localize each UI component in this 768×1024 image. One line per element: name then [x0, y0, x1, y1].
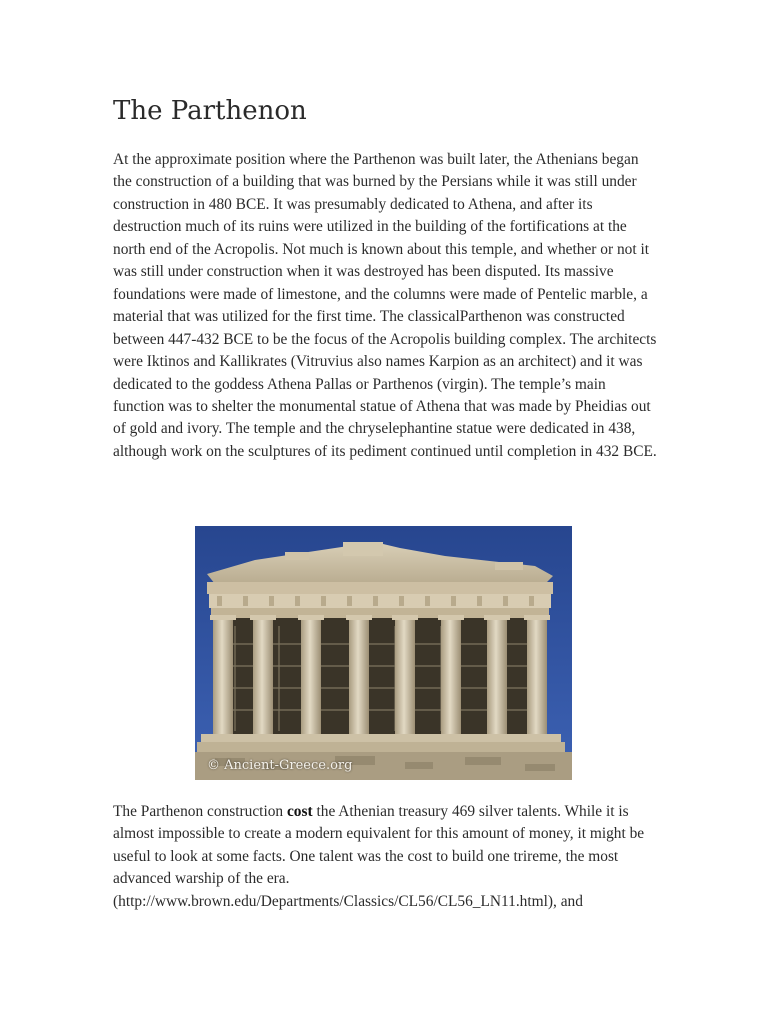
frieze: [209, 594, 551, 608]
body-paragraph-2: [113, 801, 658, 913]
page-title: The Parthenon: [113, 96, 307, 126]
photo-watermark: © Ancient-Greece.org: [207, 758, 353, 773]
paragraph-2-start: The Parthenon construction: [113, 803, 287, 820]
parthenon-photo: [195, 526, 572, 780]
body-paragraph: At the approximate position where the Parthenon was built later, the Athenians began the construction of a building that was burned by the Persians while it was still under construction in 480 BCE. It was presumably dedicated to Athena, and after its destruction much of its ruins were utilized in the building of the fortifications at the north end of the Acropolis. Not much is known about this temple, and whether or not it was still under construction when it was destroyed has been disputed. Its massive foundations were made of limestone, and the columns were made of Pentelic marble, a material that was utilized for the first time. The classicalParthenon was constructed between 447-432 BCE to be the focus of the Acropolis building complex. The architects were Iktinos and Kallikrates (Vitruvius also names Karpion as an architect) and it was dedicated to the goddess Athena Pallas or Parthenos (virgin). The temple’s main function was to shelter the monumental statue of Athena that was made by Pheidias out of gold and ivory. The temple and the chryselephantine statue were dedicated in 438, although work on the sculptures of its pediment continued until completion in 432 BCE.: [113, 151, 657, 460]
cornice: [207, 582, 553, 594]
paragraph-2-rest: the Athenian treasury 469 silver talents. While it is almost impossible to create a modern equivalent for this amount of money, it might be useful to look at some facts. One talent was the cost to build one trireme, the most advanced warship of the era. (http://www.brown.edu/Departments/Classics/CL56/CL56_LN11.html), and: [113, 803, 645, 910]
stylobate: [201, 734, 561, 742]
parthenon-illustration: [195, 526, 572, 780]
bold-word-cost: cost: [286, 803, 313, 820]
